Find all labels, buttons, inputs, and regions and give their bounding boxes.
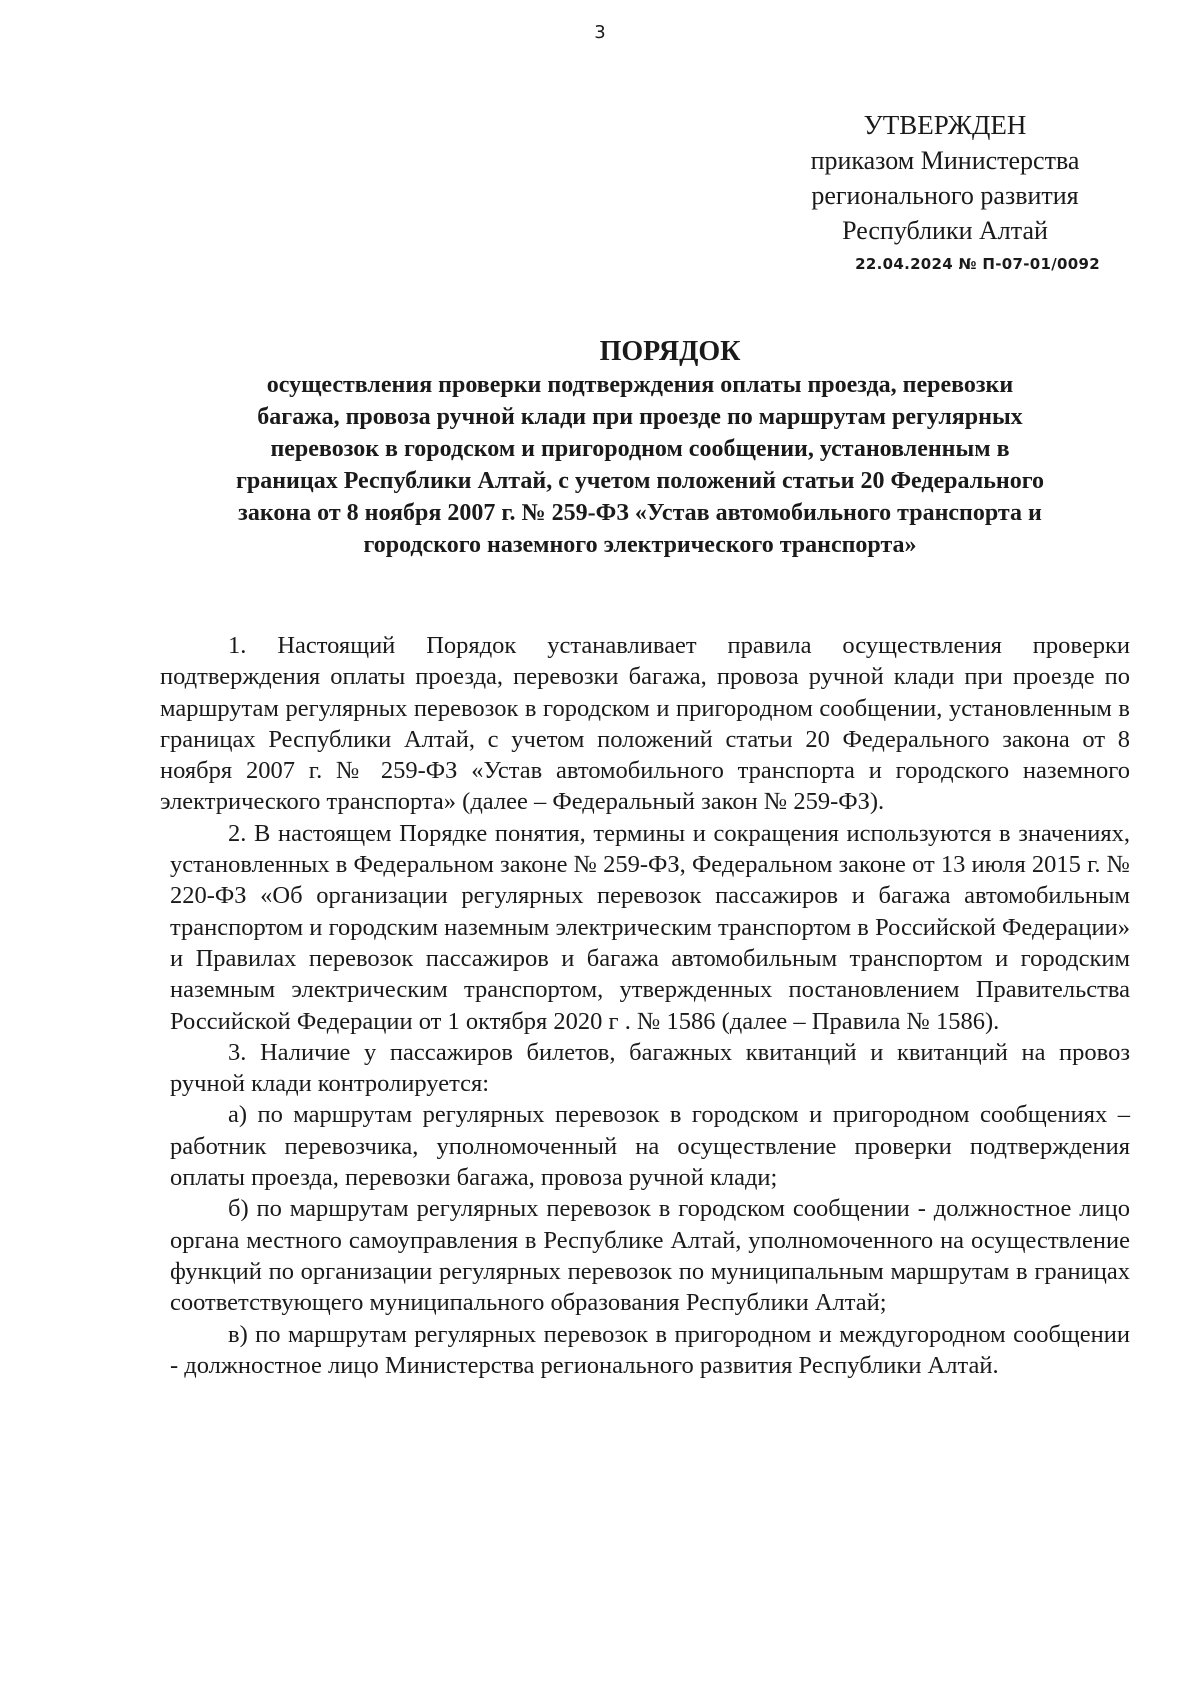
title-line: городского наземного электрического транспорта»	[363, 532, 917, 558]
document-body	[160, 630, 1130, 1381]
paragraph-3: 3. Наличие у пассажиров билетов, багажных квитанций и квитанций на провоз ручной клади контролируется:	[170, 1038, 1130, 1098]
title-line: багажа, провоза ручной клади при проезде по маршрутам регулярных	[257, 404, 1023, 430]
paragraph-3a: а) по маршрутам регулярных перевозок в городском и пригородном сообщениях – работник перевозчика, уполномоченный на осуществление проверки подтверждения оплаты проезда, перевозки багажа, провоза ручной клади;	[170, 1101, 1130, 1192]
title-line: границах Республики Алтай, с учетом положений статьи 20 Федерального	[235, 468, 1045, 494]
approval-stamp-block	[780, 108, 1110, 248]
approval-line-2: регионального развития	[811, 181, 1079, 210]
approval-line-3: Республики Алтай	[842, 216, 1048, 245]
document-title-block	[160, 335, 1120, 561]
paragraph-1: 1. Настоящий Порядок устанавливает правила осуществления проверки подтверждения оплаты проезда, перевозки багажа, провоза ручной клади при проезде по маршрутам регулярных перевозок в городском и пригородном сообщении, установленным в границах Республики Алтай, с учетом положений статьи 20 Федерального закона от 8 ноября 2007 г. № 259-ФЗ «Устав автомобильного транспорта и городского наземного электрического транспорта» (далее – Федеральный закон № 259-ФЗ).	[160, 632, 1130, 816]
document-title: ПОРЯДОК	[599, 336, 741, 367]
title-line: осуществления проверки подтверждения оплаты проезда, перевозки	[266, 372, 1014, 398]
paragraph-3c: в) по маршрутам регулярных перевозок в пригородном и междугородном сообщении - должностное лицо Министерства регионального развития Республики Алтай.	[170, 1320, 1130, 1379]
order-reference: 22.04.2024 № П-07-01/0092	[855, 255, 1100, 273]
title-line: закона от 8 ноября 2007 г. № 259-ФЗ «Устав автомобильного транспорта и	[238, 500, 1042, 526]
approval-line-1: приказом Министерства	[810, 146, 1080, 175]
approved-heading: УТВЕРЖДЕН	[863, 110, 1027, 140]
page-number: 3	[594, 22, 606, 43]
title-line: перевозок в городском и пригородном сообщении, установленным в	[270, 436, 1010, 462]
paragraph-3b: б) по маршрутам регулярных перевозок в городском сообщении - должностное лицо органа местного самоуправления в Республике Алтай, уполномоченного на осуществление функций по организации регулярных перевозок по муниципальным маршрутам в границах соответствующего муниципального образования Республики Алтай;	[170, 1195, 1130, 1317]
paragraph-2: 2. В настоящем Порядке понятия, термины и сокращения используются в значениях, установленных в Федеральном законе № 259-ФЗ, Федеральном законе от 13 июля 2015 г. № 220-ФЗ «Об организации регулярных перевозок пассажиров и багажа автомобильным транспортом и городским наземным электрическим транспортом в Российской Федерации» и Правилах перевозок пассажиров и багажа автомобильным транспортом и городским наземным электрическим транспортом, утвержденных постановлением Правительства Российской Федерации от 1 октября 2020 г . № 1586 (далее – Правила № 1586).	[170, 819, 1130, 1035]
